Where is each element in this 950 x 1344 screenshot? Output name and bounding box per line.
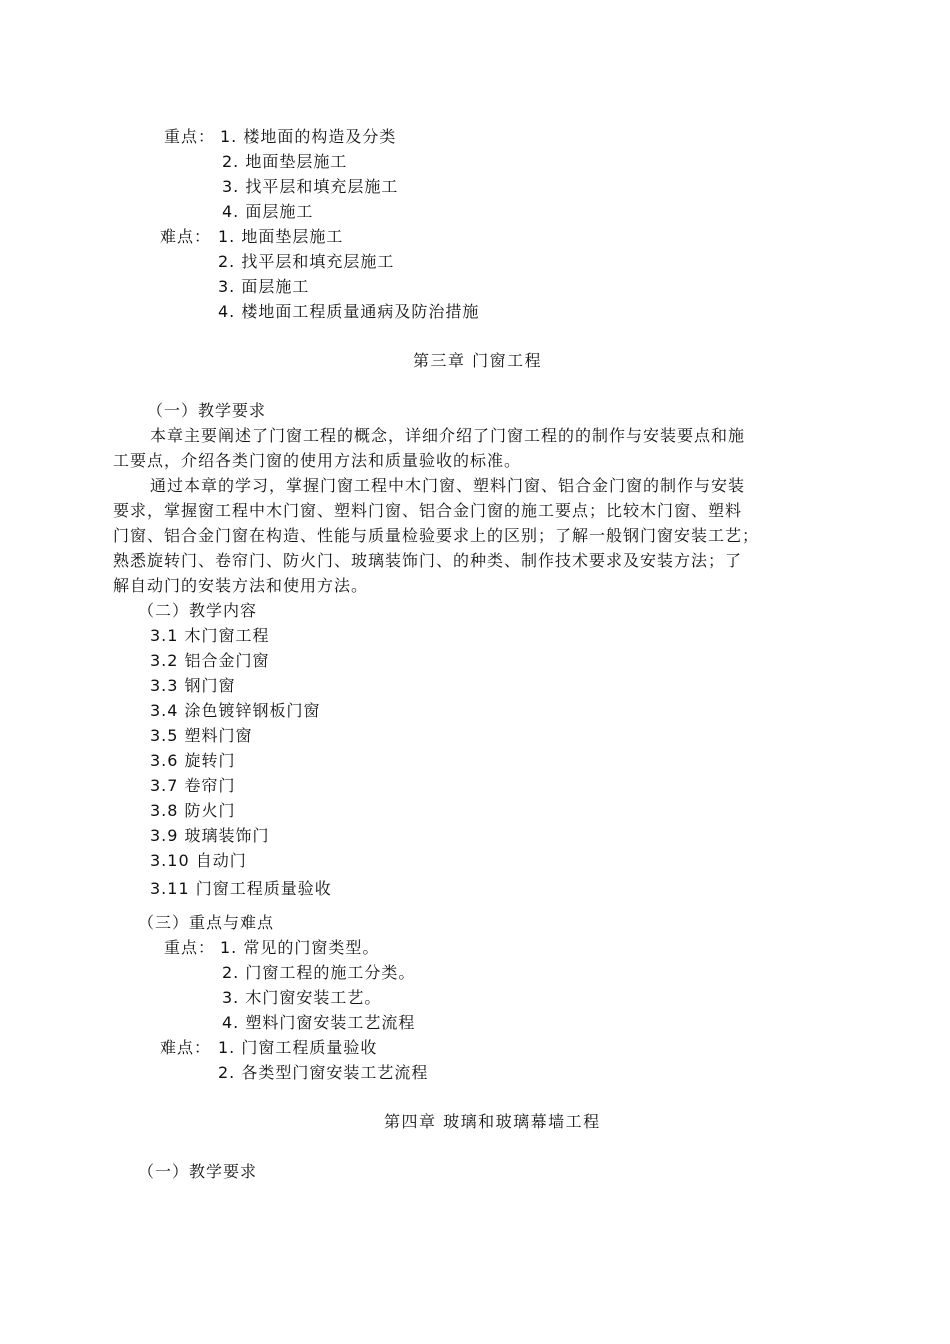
paragraph-line: 通过本章的学习，掌握门窗工程中木门窗、塑料门窗、铝合金门窗的制作与安装 xyxy=(150,476,746,495)
content-item: 3.10 自动门 xyxy=(150,851,247,870)
paragraph-line: 要求，掌握窗工程中木门窗、塑料门窗、铝合金门窗的施工要点；比较木门窗、塑料 xyxy=(113,501,743,520)
content-item: 3.1 木门窗工程 xyxy=(150,626,270,645)
chapter-title: 第四章 玻璃和玻璃幕墙工程 xyxy=(384,1112,601,1131)
key-point-item: 3. 找平层和填充层施工 xyxy=(222,177,399,196)
content-item: 3.11 门窗工程质量验收 xyxy=(150,879,332,898)
section-heading: （三）重点与难点 xyxy=(138,913,275,932)
section-heading: （一）教学要求 xyxy=(138,1162,258,1181)
key-point-item: 1. 常见的门窗类型。 xyxy=(220,938,380,957)
content-item: 3.4 涂色镀锌钢板门窗 xyxy=(150,701,321,720)
paragraph-line: 工要点，介绍各类门窗的使用方法和质量验收的标准。 xyxy=(113,451,522,470)
content-item: 3.6 旋转门 xyxy=(150,751,236,770)
key-point-item: 4. 塑料门窗安装工艺流程 xyxy=(222,1013,416,1032)
difficult-point-item: 2. 各类型门窗安装工艺流程 xyxy=(218,1063,429,1082)
key-point-item: 2. 地面垫层施工 xyxy=(222,152,348,171)
key-point-item: 3. 木门窗安装工艺。 xyxy=(222,988,382,1007)
content-item: 3.3 钢门窗 xyxy=(150,676,236,695)
content-item: 3.7 卷帘门 xyxy=(150,776,236,795)
content-item: 3.2 铝合金门窗 xyxy=(150,651,270,670)
difficult-point-item: 4. 楼地面工程质量通病及防治措施 xyxy=(218,302,480,321)
difficult-point-item: 1. 地面垫层施工 xyxy=(218,227,344,246)
key-points-label: 重点： xyxy=(164,127,216,146)
content-item: 3.8 防火门 xyxy=(150,801,236,820)
key-points-label: 重点： xyxy=(164,938,216,957)
content-item: 3.5 塑料门窗 xyxy=(150,726,253,745)
paragraph-line: 解自动门的安装方法和使用方法。 xyxy=(113,576,369,595)
difficult-point-item: 3. 面层施工 xyxy=(218,277,310,296)
difficult-point-item: 1. 门窗工程质量验收 xyxy=(218,1038,378,1057)
section-heading: （一）教学要求 xyxy=(147,401,267,420)
key-point-item: 2. 门窗工程的施工分类。 xyxy=(222,963,416,982)
paragraph-line: 门窗、铝合金门窗在构造、性能与质量检验要求上的区别；了解一般钢门窗安装工艺； xyxy=(113,526,760,545)
paragraph-line: 本章主要阐述了门窗工程的概念，详细介绍了门窗工程的的制作与安装要点和施 xyxy=(150,426,746,445)
difficult-point-item: 2. 找平层和填充层施工 xyxy=(218,252,395,271)
difficult-points-label: 难点： xyxy=(160,1038,212,1057)
content-item: 3.9 玻璃装饰门 xyxy=(150,826,270,845)
section-heading: （二）教学内容 xyxy=(138,601,258,620)
paragraph-line: 熟悉旋转门、卷帘门、防火门、玻璃装饰门、的种类、制作技术要求及安装方法；了 xyxy=(113,551,743,570)
chapter-title: 第三章 门窗工程 xyxy=(413,351,543,370)
difficult-points-label: 难点： xyxy=(160,227,212,246)
key-point-item: 1. 楼地面的构造及分类 xyxy=(220,127,397,146)
key-point-item: 4. 面层施工 xyxy=(222,202,314,221)
